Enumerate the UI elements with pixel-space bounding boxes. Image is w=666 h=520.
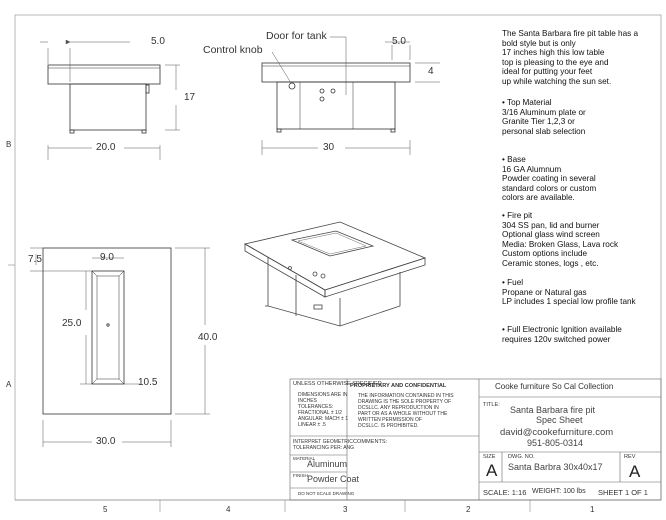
top-length-dim: 40.0	[198, 332, 218, 343]
description-ignition: • Full Electronic Ignition available requires 120v switched power	[502, 325, 622, 344]
side-view	[262, 63, 410, 132]
rev-label: REV	[624, 454, 636, 460]
company-name: Cooke furniture So Cal Collection	[495, 382, 614, 391]
proprietary-text: THE INFORMATION CONTAINED IN THIS DRAWING IS THE SOLE PROPERTY OF DCSLLC. ANY REPRODUCTION IN PART OR AS A WHOLE WITHOUT THE WRITTEN PERMISSION OF DCSLLC. IS PROHIBITED.	[358, 393, 454, 429]
top-width-dim: 30.0	[96, 436, 116, 447]
weight-value: WEIGHT: 100 lbs	[532, 488, 586, 495]
size-value: A	[486, 461, 498, 480]
front-height-dim: 17	[184, 92, 196, 103]
isometric-view	[245, 222, 425, 326]
side-width-dim: 30	[323, 142, 335, 153]
description-top-material: • Top Material 3/16 Aluminum plate or Granite Tier 1,2,3 or personal slab selection	[502, 98, 586, 136]
zone-4: 4	[226, 505, 231, 514]
unless-specified: UNLESS OTHERWISE SPECIFIED	[293, 381, 382, 387]
side-overhang-dim: 5.0	[392, 36, 406, 47]
title-line2: Spec Sheet	[536, 415, 583, 425]
zone-1: 1	[590, 505, 595, 514]
material-value: Aluminum	[307, 459, 348, 469]
title-line1: Santa Barbara fire pit	[510, 405, 596, 415]
top-margin-dim: 7.5	[28, 254, 42, 265]
title-label: TITLE:	[483, 402, 500, 408]
zone-5: 5	[103, 505, 108, 514]
description-intro: The Santa Barbara fire pit table has a bold style but is only 17 inches high this low table top is pleasing to the eye and ideal for putting your feet up while watching the sun set.	[502, 29, 639, 86]
proprietary-title: PROPRIETARY AND CONFIDENTIAL	[350, 383, 447, 389]
material-label: MATERIAL	[293, 456, 316, 461]
sheet-value: SHEET 1 OF 1	[598, 488, 648, 497]
description-fuel: • Fuel Propane or Natural gas LP includes 1 special low profile tank	[502, 278, 636, 307]
dwg-no-value: Santa Barbra 30x40x17	[508, 462, 603, 472]
zone-a: A	[6, 380, 12, 389]
burner-width-dim: 9.0	[100, 252, 114, 263]
geometric-note: INTERPRET GEOMETRIC TOLERANCING PER: ANG	[293, 439, 355, 451]
front-overhang-dim: 5.0	[151, 36, 165, 47]
top-view	[43, 248, 171, 414]
finish-label: FINISH	[293, 473, 308, 478]
phone: 951-805-0314	[527, 438, 584, 448]
scale-value: SCALE: 1:16	[483, 488, 527, 497]
comments-label: COMMENTS:	[353, 439, 388, 445]
front-width-dim: 20.0	[96, 142, 116, 153]
do-not-scale: DO NOT SCALE DRAWING	[298, 491, 355, 496]
email: david@cookefurniture.com	[500, 427, 614, 438]
front-view	[48, 65, 160, 133]
zone-2: 2	[466, 505, 471, 514]
dimensions-note: DIMENSIONS ARE IN INCHES TOLERANCES: FRACTIONAL ± 1/2 ANGULAR: MACH ± 1 LINEAR ± .5	[298, 392, 348, 428]
size-label: SIZE	[483, 454, 496, 460]
description-fire-pit: • Fire pit 304 SS pan, lid and burner Optional glass wind screen Media: Broken Glass, Lava rock Custom options include Ceramic stones, logs , etc.	[502, 211, 619, 268]
description-base: • Base 16 GA Alumnum Powder coating in several standard colors or custom colors are available.	[502, 155, 597, 203]
zone-3: 3	[343, 505, 348, 514]
door-for-tank-label: Door for tank	[266, 30, 327, 42]
offset-dim: 10.5	[138, 377, 158, 388]
rev-value: A	[629, 462, 641, 481]
burner-length-dim: 25.0	[62, 318, 82, 329]
zone-b: B	[6, 140, 12, 149]
control-knob-label: Control knob	[203, 44, 263, 56]
side-top-thickness-dim: 4	[428, 66, 434, 77]
finish-value: Powder Coat	[307, 474, 360, 484]
dwg-no-label: DWG. NO.	[508, 454, 535, 460]
